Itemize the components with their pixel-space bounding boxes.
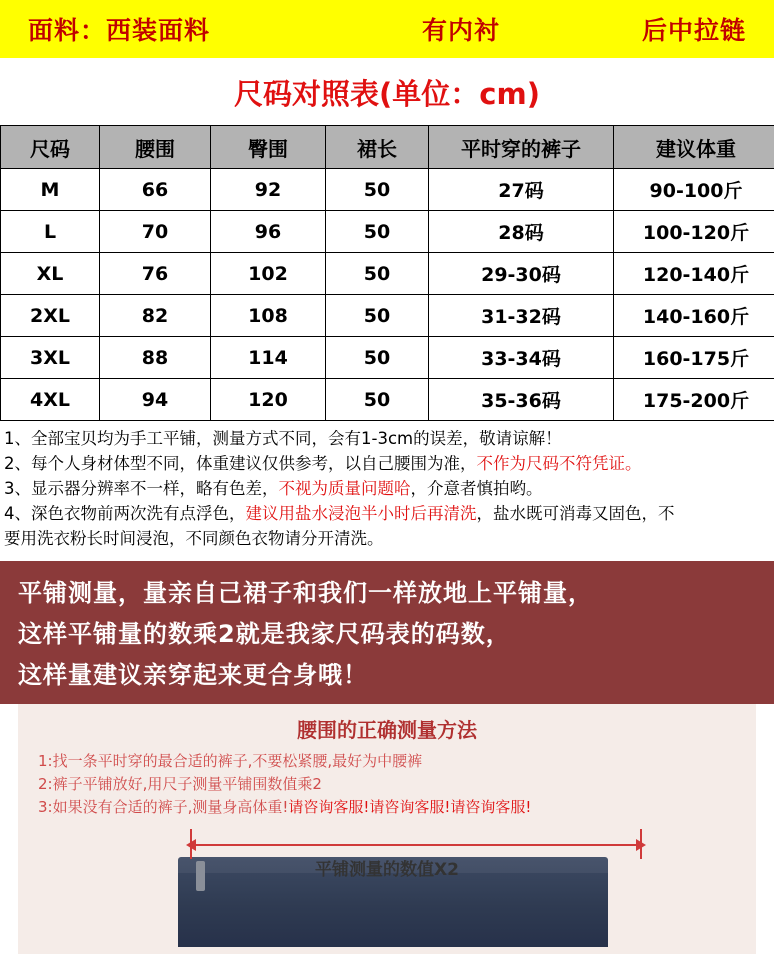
table-row xyxy=(1,211,774,253)
arrow-head-right-icon xyxy=(636,839,646,851)
note-3-highlight: 不视为质量问题哈 xyxy=(278,478,411,498)
flat-measure-line-1: 平铺测量，量亲自己裙子和我们一样放地上平铺量， xyxy=(18,578,593,607)
header-hip: 臀围 xyxy=(211,126,326,169)
cell-size: L xyxy=(1,211,100,253)
cell-weight: 120-140斤 xyxy=(614,253,774,295)
cell-waist: 76 xyxy=(100,253,211,295)
note-3: 3、显示器分辨率不一样，略有色差，不视为质量问题哈，介意者慎拍哟。 xyxy=(4,478,543,498)
note-4-cont: 要用洗衣粉长时间浸泡，不同颜色衣物请分开清洗。 xyxy=(4,528,384,548)
cell-weight: 90-100斤 xyxy=(614,169,774,211)
table-row xyxy=(1,253,774,295)
note-2-highlight: 不作为尺码不符凭证。 xyxy=(476,453,642,473)
cell-waist: 88 xyxy=(100,337,211,379)
note-2: 2、每个人身材体型不同，体重建议仅供参考，以自己腰围为准，不作为尺码不符凭证。 xyxy=(4,453,642,473)
header-weight: 建议体重 xyxy=(614,126,774,169)
flat-measure-banner xyxy=(0,561,774,704)
cell-weight: 140-160斤 xyxy=(614,295,774,337)
cell-size: 3XL xyxy=(1,337,100,379)
flat-measure-line-2: 这样平铺量的数乘2就是我家尺码表的码数， xyxy=(18,619,511,648)
guide-step-2: 2:裤子平铺放好,用尺子测量平铺围数值乘2 xyxy=(38,774,322,793)
header-size: 尺码 xyxy=(1,126,100,169)
cell-length: 50 xyxy=(326,169,429,211)
guide-step-1: 1:找一条平时穿的最合适的裤子,不要松紧腰,最好为中腰裤 xyxy=(38,751,423,770)
note-4: 4、深色衣物前两次洗有点浮色，建议用盐水浸泡半小时后再清洗，盐水既可消毒又固色，不 xyxy=(4,503,675,523)
pants-photo xyxy=(0,825,774,945)
cell-waist: 70 xyxy=(100,211,211,253)
cell-hip: 102 xyxy=(211,253,326,295)
top-banner xyxy=(0,0,774,58)
cell-weight: 175-200斤 xyxy=(614,379,774,421)
cell-waist: 66 xyxy=(100,169,211,211)
cell-pants: 27码 xyxy=(429,169,614,211)
waist-measure-guide xyxy=(0,704,774,954)
table-header-row xyxy=(1,126,774,169)
header-length: 裙长 xyxy=(326,126,429,169)
cell-length: 50 xyxy=(326,379,429,421)
cell-length: 50 xyxy=(326,211,429,253)
guide-step-3-highlight: 请咨询客服!请咨询客服!请咨询客服! xyxy=(288,798,532,817)
table-row xyxy=(1,337,774,379)
measure-arrow xyxy=(186,837,646,853)
header-waist: 腰围 xyxy=(100,126,211,169)
cell-length: 50 xyxy=(326,253,429,295)
cell-waist: 82 xyxy=(100,295,211,337)
size-chart-table xyxy=(0,125,774,421)
cell-pants: 35-36码 xyxy=(429,379,614,421)
banner-fabric: 面料：西装面料 xyxy=(28,16,211,45)
banner-zipper: 后中拉链 xyxy=(641,16,746,45)
cell-weight: 100-120斤 xyxy=(614,211,774,253)
note-1: 1、全部宝贝均为手工平铺，测量方式不同，会有1-3cm的误差，敬请谅解！ xyxy=(4,429,562,448)
cell-length: 50 xyxy=(326,295,429,337)
cell-pants: 29-30码 xyxy=(429,253,614,295)
flat-measure-line-3: 这样量建议亲穿起来更合身哦！ xyxy=(18,660,368,689)
cell-hip: 108 xyxy=(211,295,326,337)
cell-pants: 31-32码 xyxy=(429,295,614,337)
cell-size: XL xyxy=(1,253,100,295)
table-row xyxy=(1,295,774,337)
header-pants: 平时穿的裤子 xyxy=(429,126,614,169)
cell-length: 50 xyxy=(326,337,429,379)
cell-hip: 96 xyxy=(211,211,326,253)
guide-step-3: 3:如果没有合适的裤子,测量身高体重!请咨询客服!请咨询客服!请咨询客服! xyxy=(38,798,532,817)
notes-section xyxy=(0,421,774,556)
cell-hip: 114 xyxy=(211,337,326,379)
page-title: 尺码对照表(单位：cm) xyxy=(234,77,540,111)
table-row xyxy=(1,379,774,421)
measure-caption: 平铺测量的数值X2 xyxy=(315,860,459,881)
cell-weight: 160-175斤 xyxy=(614,337,774,379)
cell-waist: 94 xyxy=(100,379,211,421)
cell-size: M xyxy=(1,169,100,211)
cell-hip: 92 xyxy=(211,169,326,211)
table-row xyxy=(1,169,774,211)
banner-lining: 有内衬 xyxy=(421,16,500,45)
cell-pants: 28码 xyxy=(429,211,614,253)
cell-hip: 120 xyxy=(211,379,326,421)
guide-title: 腰围的正确测量方法 xyxy=(297,717,477,742)
cell-size: 2XL xyxy=(1,295,100,337)
note-4-highlight: 建议用盐水浸泡半小时后再清洗 xyxy=(245,503,477,523)
arrow-line xyxy=(194,844,638,846)
cell-size: 4XL xyxy=(1,379,100,421)
cell-pants: 33-34码 xyxy=(429,337,614,379)
